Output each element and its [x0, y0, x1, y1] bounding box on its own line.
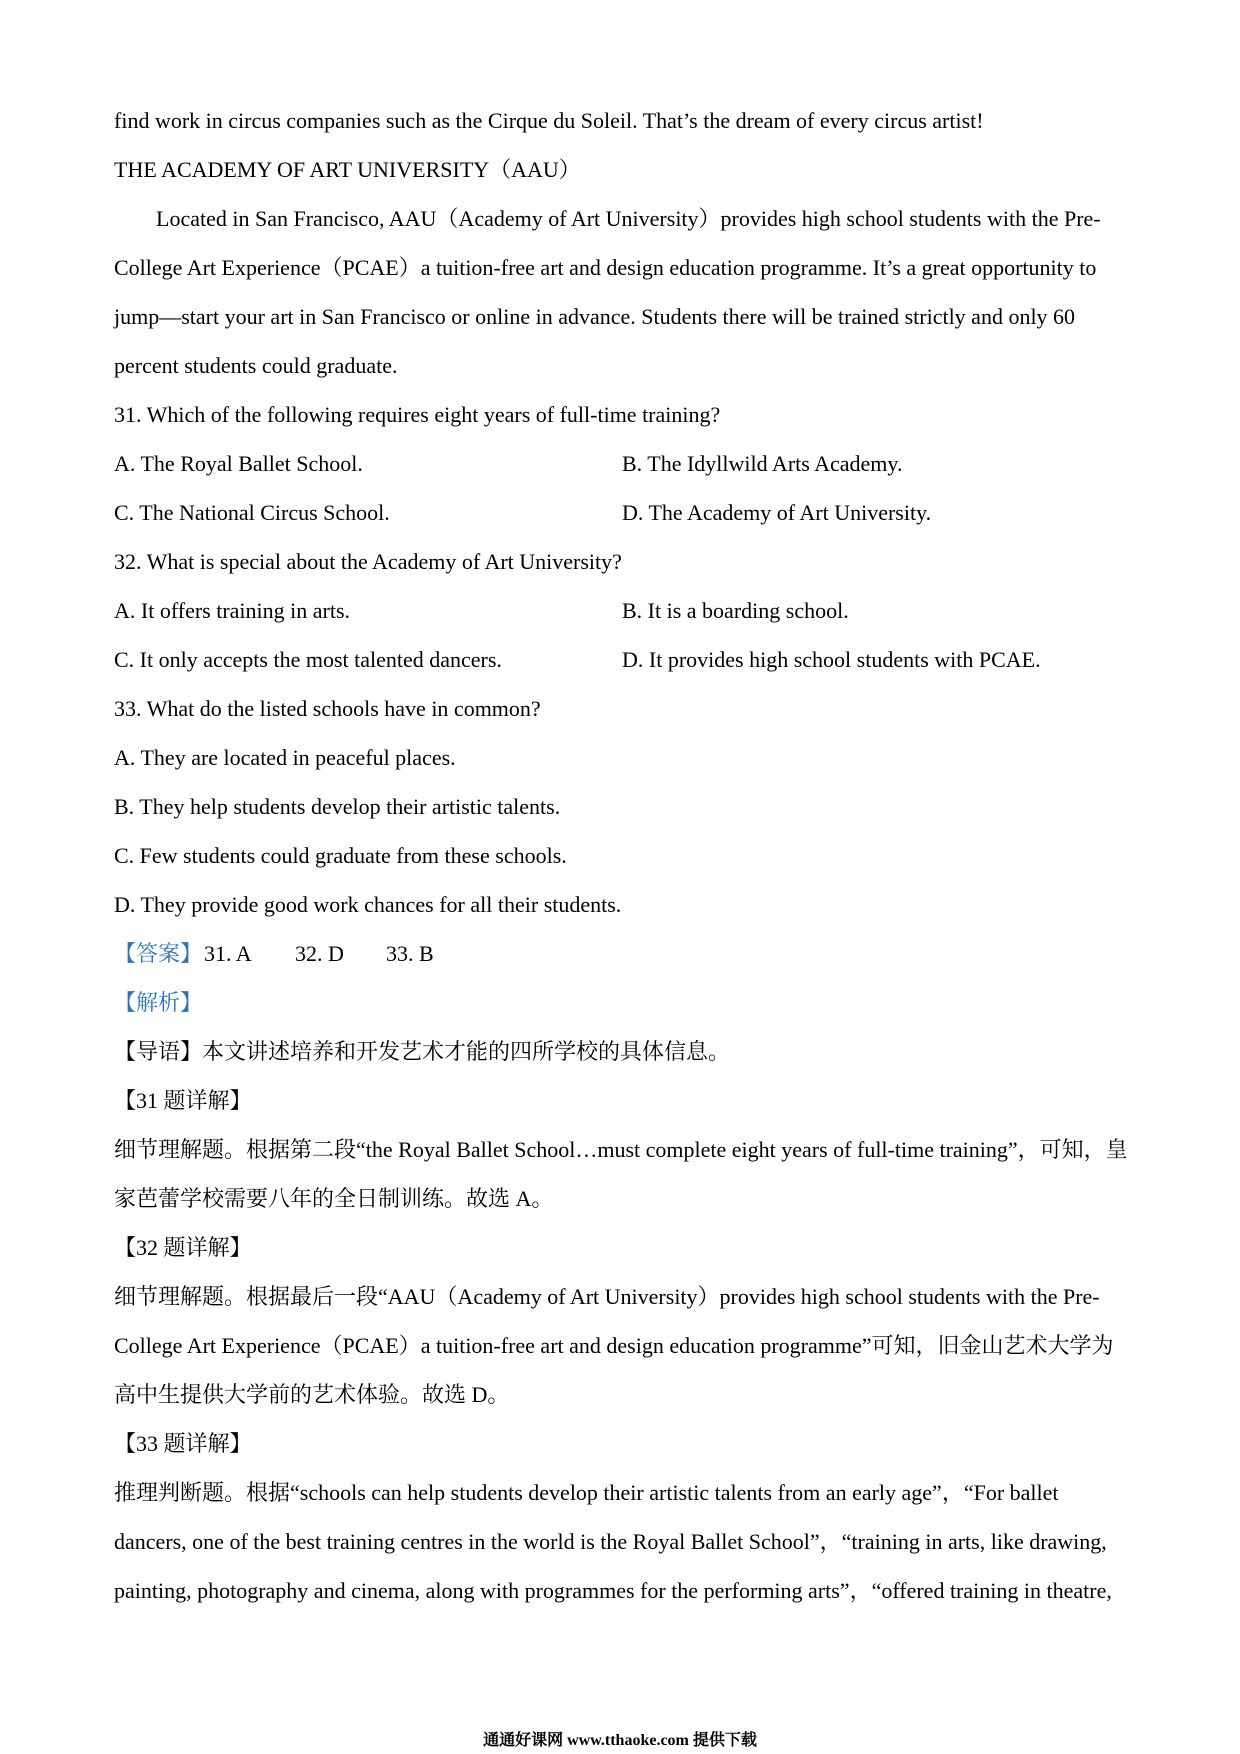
answer-label: 【答案】	[114, 941, 203, 966]
answer-line	[114, 929, 1224, 978]
paragraph-line: College Art Experience（PCAE）a tuition-free art and design education programme. It’s a great opportunity to	[114, 255, 1097, 280]
question-31-stem: 31. Which of the following requires eight years of full-time training?	[114, 402, 721, 427]
question-32-options-row	[114, 586, 1224, 635]
detail-31-line: 家芭蕾学校需要八年的全日制训练。故选 A。	[114, 1186, 554, 1211]
analysis-label: 【解析】	[114, 990, 203, 1015]
answer-item: 31. A	[204, 941, 252, 966]
question-33-option-a: A. They are located in peaceful places.	[114, 745, 456, 770]
answer-item: 32. D	[295, 941, 344, 966]
detail-32-heading: 【32 题详解】	[114, 1235, 252, 1260]
question-31-option-a: A. The Royal Ballet School.	[114, 451, 363, 476]
question-32-option-a: A. It offers training in arts.	[114, 598, 351, 623]
question-33-stem: 33. What do the listed schools have in common?	[114, 696, 541, 721]
question-31-options-row	[114, 488, 1224, 537]
detail-33-line: painting, photography and cinema, along with programmes for the performing arts”，“offered training in theatre,	[114, 1578, 1112, 1603]
paragraph-line: percent students could graduate.	[114, 353, 398, 378]
question-32-option-d: D. It provides high school students with PCAE.	[622, 647, 1041, 672]
detail-32-line: 高中生提供大学前的艺术体验。故选 D。	[114, 1382, 510, 1407]
question-31-option-d: D. The Academy of Art University.	[622, 500, 932, 525]
paragraph-line: jump—start your art in San Francisco or online in advance. Students there will be trained strictly and only 60	[114, 304, 1076, 329]
detail-32-line: 细节理解题。根据最后一段“AAU（Academy of Art University）provides high school students with the Pre-	[114, 1284, 1100, 1309]
detail-31-heading: 【31 题详解】	[114, 1088, 252, 1113]
passage-continuation-line: find work in circus companies such as the Cirque du Soleil. That’s the dream of every circus artist!	[114, 108, 984, 133]
footer-text: 通通好课网 www.tthaoke.com 提供下载	[483, 1732, 757, 1749]
question-32-stem: 32. What is special about the Academy of Art University?	[114, 549, 622, 574]
question-32-options-row	[114, 635, 1224, 684]
question-31-option-b: B. The Idyllwild Arts Academy.	[622, 451, 903, 476]
detail-33-line: dancers, one of the best training centres in the world is the Royal Ballet School”，“training in arts, like drawing,	[114, 1529, 1107, 1554]
question-32-option-b: B. It is a boarding school.	[622, 598, 849, 623]
question-31-option-c: C. The National Circus School.	[114, 500, 390, 525]
paragraph-line: Located in San Francisco, AAU（Academy of Art University）provides high school students with the Pre-	[156, 206, 1101, 231]
detail-31-line: 细节理解题。根据第二段“the Royal Ballet School…must complete eight years of full-time training”，可知，皇	[114, 1137, 1128, 1162]
detail-32-line: College Art Experience（PCAE）a tuition-free art and design education programme”可知，旧金山艺术大学为	[114, 1333, 1114, 1358]
page-content	[114, 96, 1224, 1615]
question-33-option-d: D. They provide good work chances for all their students.	[114, 892, 622, 917]
question-32-option-c: C. It only accepts the most talented dancers.	[114, 647, 502, 672]
section-heading: THE ACADEMY OF ART UNIVERSITY（AAU）	[114, 157, 581, 182]
detail-33-line: 推理判断题。根据“schools can help students develop their artistic talents from an early age”，“For ballet	[114, 1480, 1059, 1505]
detail-33-heading: 【33 题详解】	[114, 1431, 252, 1456]
question-31-options-row	[114, 439, 1224, 488]
answer-item: 33. B	[386, 941, 434, 966]
guide-text: 【导语】本文讲述培养和开发艺术才能的四所学校的具体信息。	[114, 1039, 731, 1064]
question-33-option-b: B. They help students develop their artistic talents.	[114, 794, 561, 819]
question-33-option-c: C. Few students could graduate from these schools.	[114, 843, 567, 868]
